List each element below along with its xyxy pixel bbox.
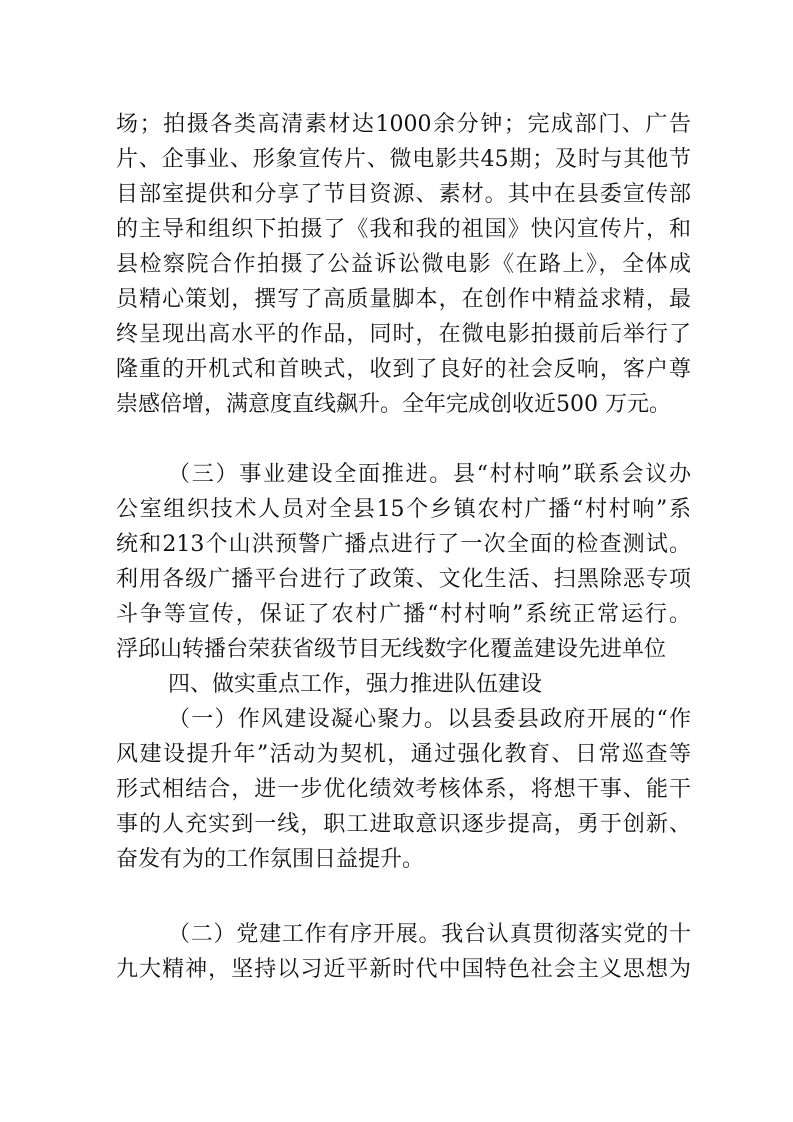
paragraph-start-line: （一）作风建设凝心聚力。以县委县政府开展的“作 xyxy=(168,707,691,732)
text-line: 奋发有为的工作氛围日益提升。 xyxy=(116,847,425,872)
text-line: 县检察院合作拍摄了公益诉讼微电影《在路上》，全体成 xyxy=(116,252,691,277)
text-line: 隆重的开机式和首映式，收到了良好的社会反响，客户尊 xyxy=(116,357,691,382)
paragraph-start-line: （三）事业建设全面推进。县“村村响”联系会议办 xyxy=(168,462,691,487)
text-line: 公室组织技术人员对全县15个乡镇农村广播“村村响”系 xyxy=(116,497,691,522)
text-line: 场；拍摄各类高清素材达1000余分钟；完成部门、广告 xyxy=(116,112,691,137)
text-line: 的主导和组织下拍摄了《我和我的祖国》快闪宣传片，和 xyxy=(116,217,691,242)
text-line: 统和213个山洪预警广播点进行了一次全面的检查测试。 xyxy=(116,532,691,557)
section-heading: 四、做实重点工作，强力推进队伍建设 xyxy=(168,672,543,697)
text-line: 浮邱山转播台荣获省级节目无线数字化覆盖建设先进单位 xyxy=(116,637,667,662)
text-line: 员精心策划，撰写了高质量脚本，在创作中精益求精，最 xyxy=(116,287,691,312)
text-line: 斗争等宣传，保证了农村广播“村村响”系统正常运行。 xyxy=(116,602,691,627)
text-line: 片、企事业、形象宣传片、微电影共45期；及时与其他节 xyxy=(116,147,691,172)
text-line: 崇感倍增，满意度直线飙升。全年完成创收近500 万元。 xyxy=(116,392,671,417)
text-line: 终呈现出高水平的作品，同时，在微电影拍摄前后举行了 xyxy=(116,322,691,347)
text-line: 目部室提供和分享了节目资源、素材。其中在县委宣传部 xyxy=(116,182,691,207)
text-line: 形式相结合，进一步优化绩效考核体系，将想干事、能干 xyxy=(116,777,691,802)
text-line: 风建设提升年”活动为契机，通过强化教育、日常巡查等 xyxy=(116,742,691,767)
paragraph-start-line: （二）党建工作有序开展。我台认真贯彻落实党的十 xyxy=(168,922,691,947)
text-line: 九大精神，坚持以习近平新时代中国特色社会主义思想为 xyxy=(116,957,691,982)
text-line: 利用各级广播平台进行了政策、文化生活、扫黑除恶专项 xyxy=(116,567,691,592)
text-line: 事的人充实到一线，职工进取意识逐步提高，勇于创新、 xyxy=(116,812,691,837)
